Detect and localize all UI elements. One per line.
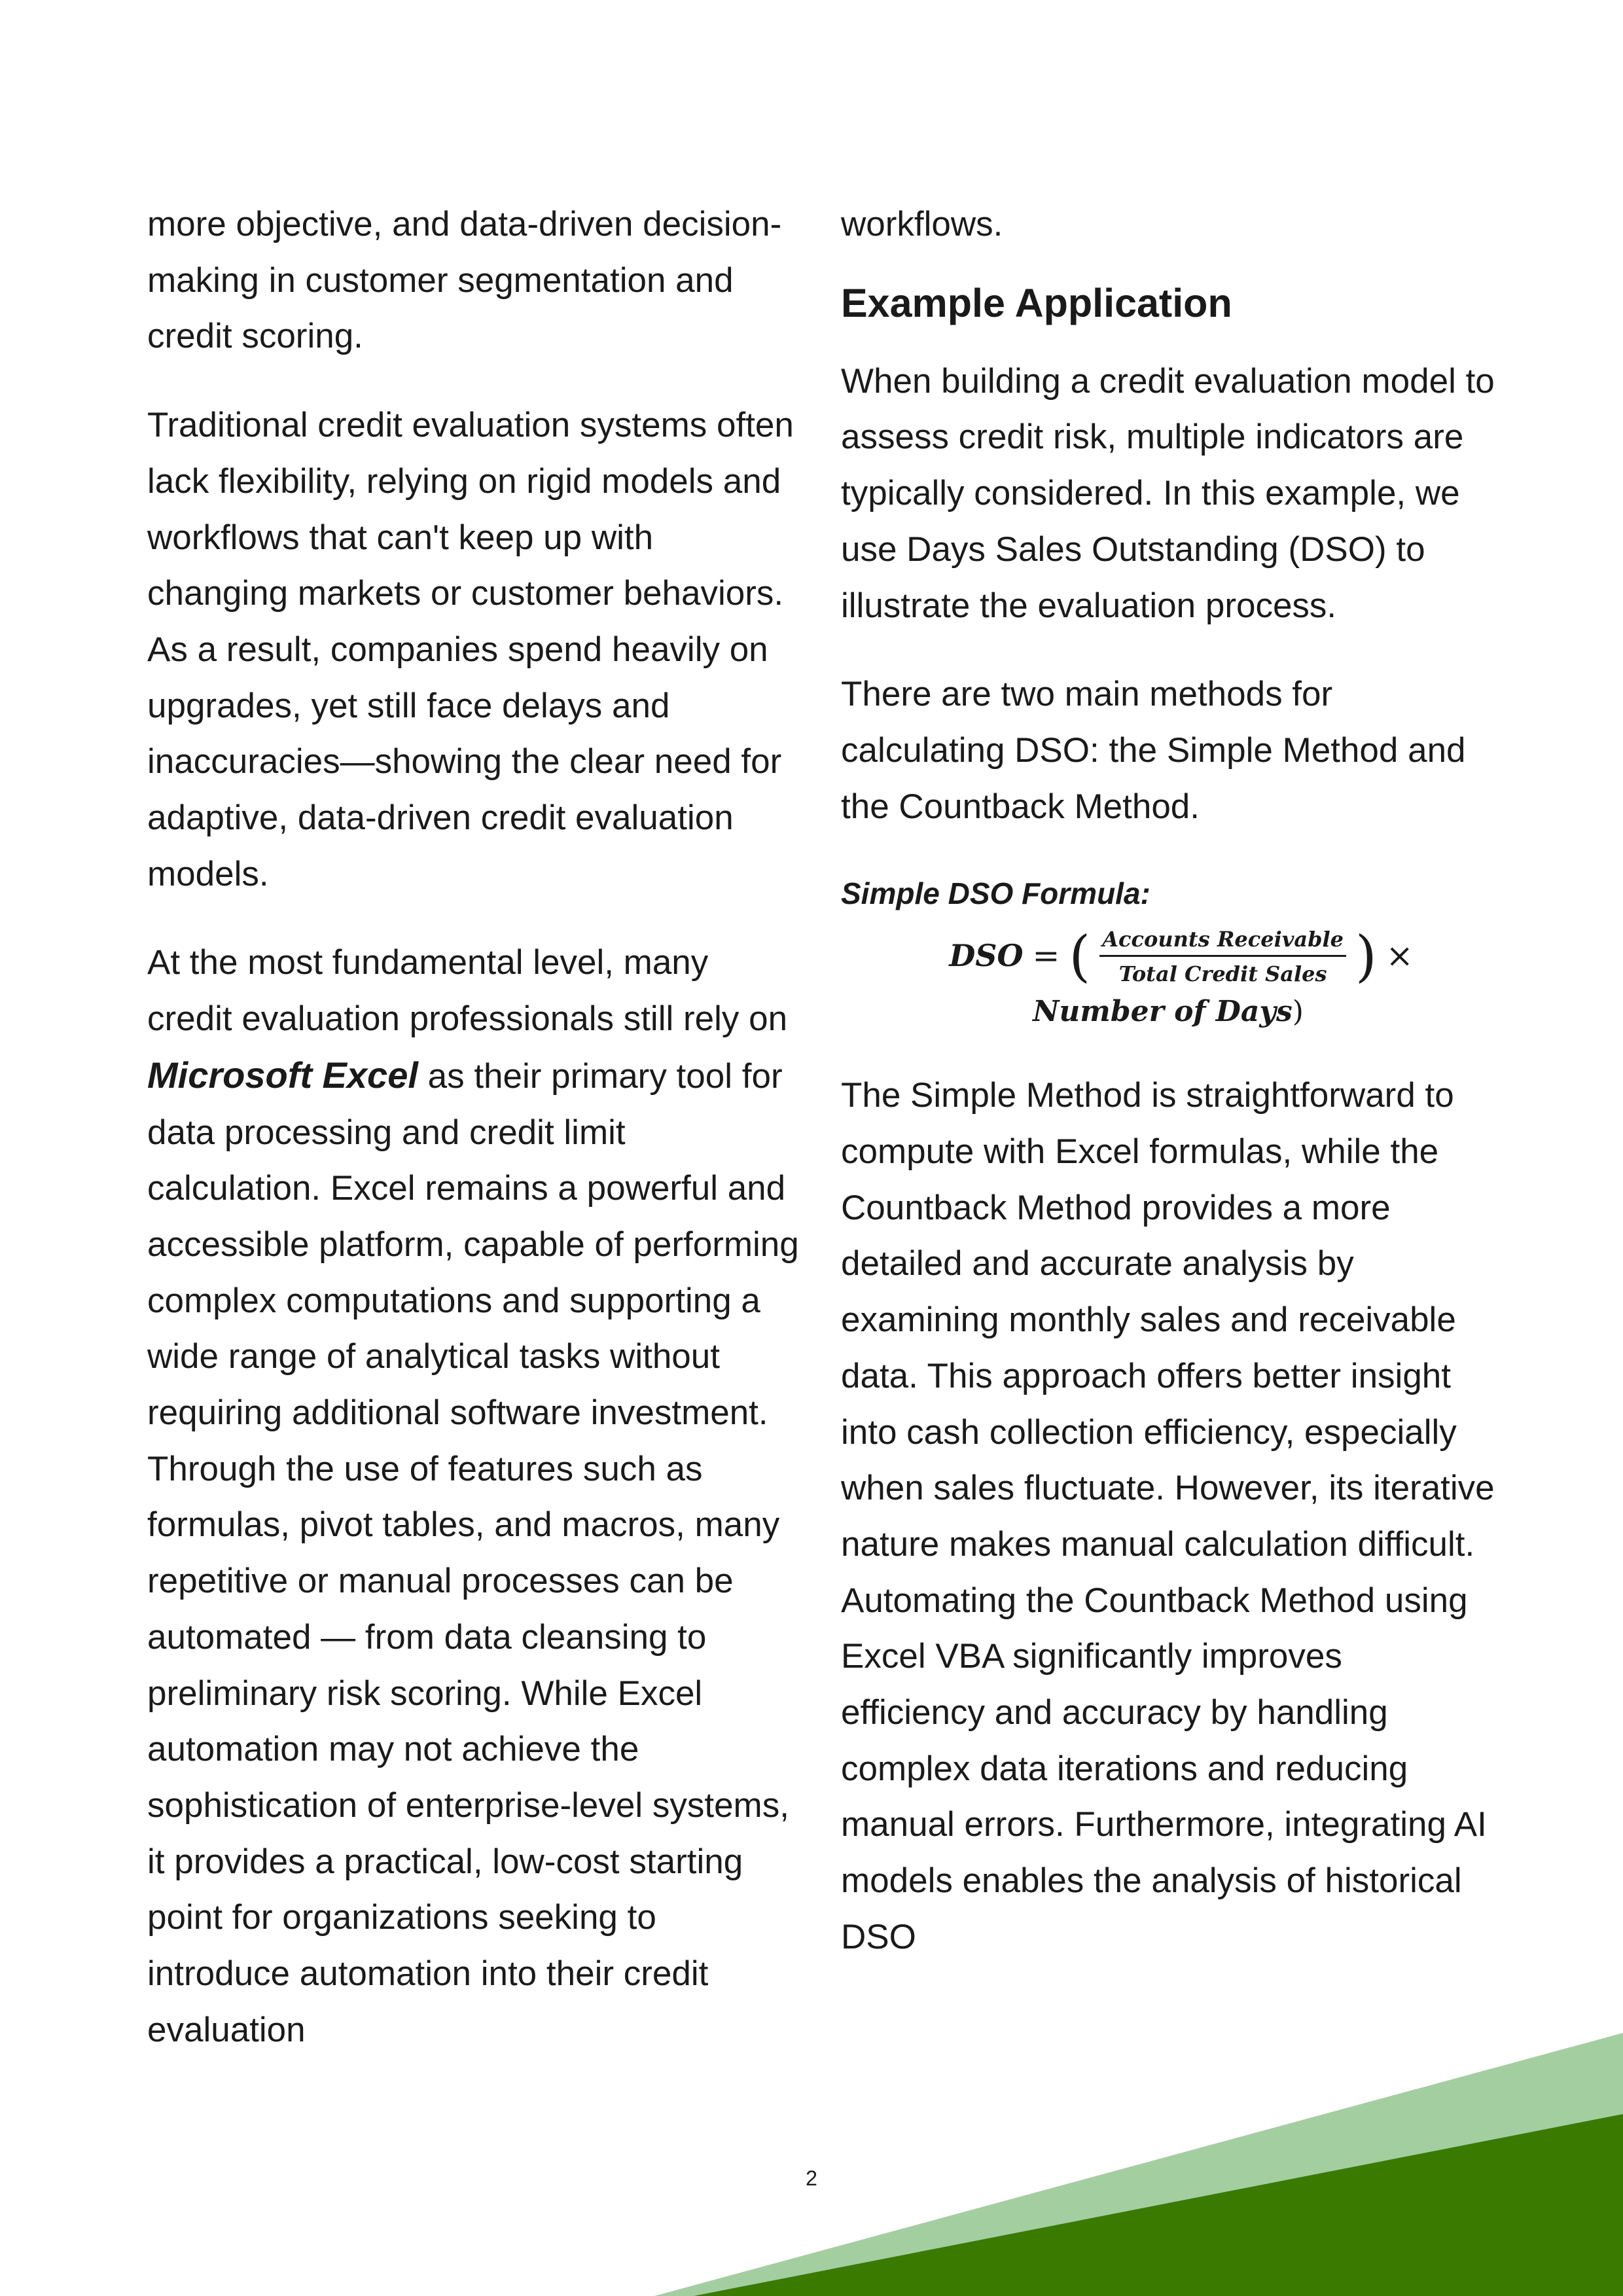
formula-denominator: Total Credit Sales (1118, 961, 1327, 986)
formula-equals: = (1032, 937, 1060, 975)
formula-close-paren: ) (1355, 924, 1377, 989)
formula-label: Simple DSO Formula: (841, 876, 1150, 911)
page-number: 2 (806, 2166, 817, 2190)
formula-times: × (1385, 937, 1414, 975)
excel-text-after: as their primary tool for data processing and credit limit calculation. Excel remains a powerful and accessible platform, capable of performing complex computations and supporting a wide range of analytical tasks without requiring additional software investment. Through the use of features such as formulas, pivot tables, and macros, many repetitive or manual processes can be automated — from data cleansing to preliminary risk scoring. While Excel automation may not achieve the sophistication of enterprise-level systems, it provides a practical, low-cost starting point for organizations seeking to introduce automation into their credit evaluation (147, 1056, 799, 2049)
formula-close-bracket: ) (1292, 995, 1304, 1029)
paragraph-dso-methods: There are two main methods for calculating DSO: the Simple Method and the Countback Method. (841, 675, 1466, 826)
paragraph-intro-continuation: more objective, and data-driven decision-making in customer segmentation and credit scoring. (147, 205, 782, 356)
formula-number-of-days: Number of Days (1033, 995, 1293, 1029)
paragraph-workflows-continuation: workflows. (841, 205, 1003, 243)
paragraph-countback-method: The Simple Method is straightforward to compute with Excel formulas, while the Countback Method provides a more detailed and accurate analysis by examining monthly sales and receivable data. This approach offers better insight into cash collection efficiency, especially when sales fluctuate. However, its iterative nature makes manual calculation difficult. Automating the Countback Method using Excel VBA significantly improves efficiency and accuracy by handling complex data iterations and reducing manual errors. Furthermore, integrating AI models enables the analysis of historical DSO (841, 1076, 1495, 1956)
microsoft-excel-emphasis: Microsoft Excel (147, 1054, 418, 1096)
excel-text-before: At the most fundamental level, many credit evaluation professionals still rely on (147, 943, 788, 1039)
section-heading: Example Application (841, 280, 1232, 325)
formula-lhs: DSO (949, 938, 1024, 974)
paragraph-example-intro: When building a credit evaluation model to assess credit risk, multiple indicators are typically considered. In this example, we use Days Sales Outstanding (DSO) to illustrate the evaluation process. (841, 361, 1495, 625)
formula-open-paren: ( (1069, 924, 1091, 989)
formula-numerator: Accounts Receivable (1099, 925, 1346, 957)
paragraph-traditional-systems: Traditional credit evaluation systems often lack flexibility, relying on rigid models and workflows that can't keep up with changing markets or customer behaviors. As a result, companies spend heavily on upgrades, yet still face delays and inaccuracies—showing the clear need for adaptive, data-driven credit evaluation models. (147, 406, 794, 893)
